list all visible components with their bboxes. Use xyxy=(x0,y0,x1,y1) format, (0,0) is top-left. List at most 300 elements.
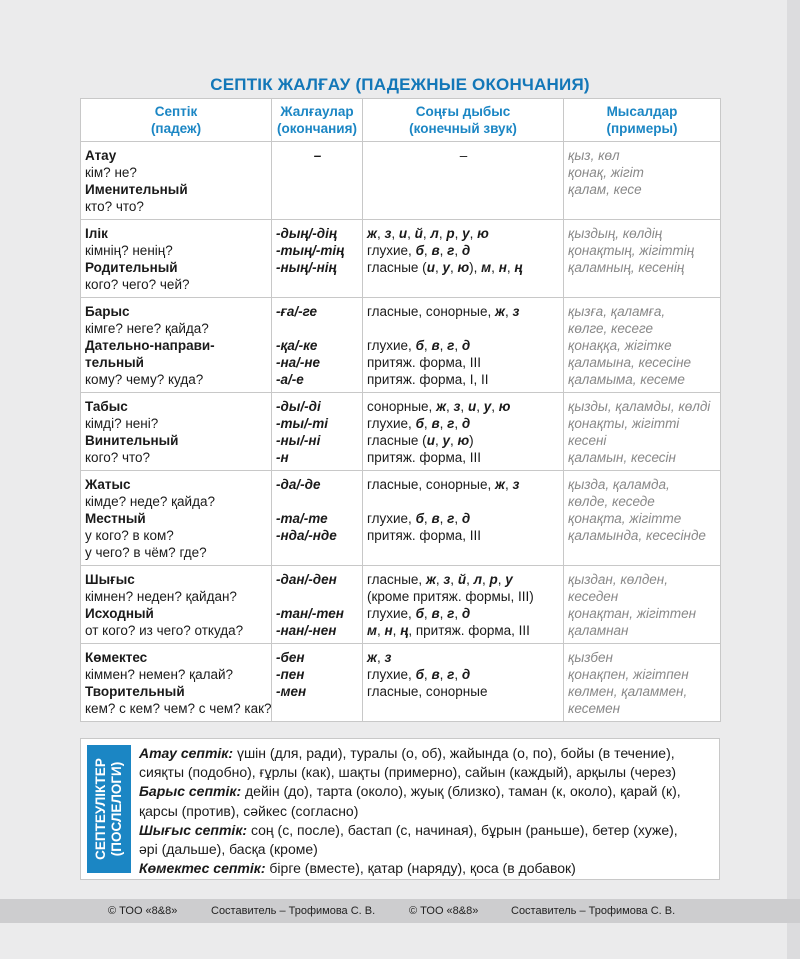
case-question: кімнің? ненің? xyxy=(85,243,173,258)
case-name-cell xyxy=(81,644,272,722)
final-sound-text: , xyxy=(454,226,463,241)
letter-emphasis: ң xyxy=(400,623,409,638)
case-name: тельный xyxy=(85,355,144,370)
final-sound-text: притяж. форма, III xyxy=(367,450,482,465)
letter-emphasis: д xyxy=(461,338,471,353)
ending-text: -та/-те xyxy=(276,511,328,526)
footer-copyright: © ТОО «8&8» xyxy=(409,905,479,917)
case-name: Винительный xyxy=(85,433,179,448)
postposition-case-heading: Көмектес септік: xyxy=(139,860,266,877)
examples-cell xyxy=(564,298,721,393)
final-sound-line xyxy=(367,622,560,639)
endings-cell xyxy=(272,471,363,566)
table-row xyxy=(81,566,721,644)
letter-emphasis: в xyxy=(431,243,440,258)
final-sound-text: , xyxy=(376,650,385,665)
letter-emphasis: м xyxy=(367,623,377,638)
final-sound-text: , xyxy=(504,304,513,319)
final-sound-text: , xyxy=(497,572,506,587)
case-name-cell xyxy=(81,471,272,566)
examples-cell xyxy=(564,142,721,220)
letter-emphasis: в xyxy=(431,511,440,526)
case-question: кіммен? немен? қалай? xyxy=(85,667,234,682)
letter-emphasis: д xyxy=(461,511,471,526)
example-text: көлге, кесеге xyxy=(568,321,654,336)
letter-emphasis: р xyxy=(446,226,455,241)
letter-emphasis: м xyxy=(481,260,492,275)
ending-text: -да/-де xyxy=(276,477,321,492)
case-question: кімді? нені? xyxy=(85,416,159,431)
final-sound-text: , xyxy=(454,511,462,526)
endings-cell xyxy=(272,220,363,298)
final-sound-text: глухие, xyxy=(367,338,416,353)
case-name: Көмектес xyxy=(85,650,148,665)
examples-cell xyxy=(564,471,721,566)
letter-emphasis: й xyxy=(414,226,423,241)
ending-text: -ны/-ні xyxy=(276,433,321,448)
table-row xyxy=(81,393,721,471)
final-sound-text: , xyxy=(450,572,458,587)
final-sound-line xyxy=(367,605,560,622)
postpositions-label-kk: СЕПТЕУЛІКТЕР xyxy=(93,758,108,860)
ending-text: -ды/-ді xyxy=(276,399,321,414)
final-sound-text: ) xyxy=(469,433,474,448)
final-sound-text: , xyxy=(454,243,462,258)
letter-emphasis: г xyxy=(447,243,455,258)
final-sound-text: , xyxy=(454,416,462,431)
example-text: қаламын, кесесін xyxy=(568,450,676,465)
letter-emphasis: в xyxy=(431,606,440,621)
letter-emphasis: б xyxy=(415,667,424,682)
footer-author: Составитель – Трофимова С. В. xyxy=(211,905,376,917)
final-sound-text: гласные ( xyxy=(367,260,427,275)
case-question: кто? что? xyxy=(85,199,144,214)
letter-emphasis: г xyxy=(447,338,455,353)
letter-emphasis: ж xyxy=(494,477,505,492)
final-sound-text: , xyxy=(423,511,432,526)
case-name: Жатыс xyxy=(85,477,131,492)
case-name: Шығыс xyxy=(85,572,135,587)
final-sound-text: , xyxy=(446,399,454,414)
postposition-text: әрі (дальше), басқа (кроме) xyxy=(139,841,318,858)
case-question: кого? чего? чей? xyxy=(85,277,190,292)
final-sound-line xyxy=(367,683,560,700)
table-header-row xyxy=(81,99,721,142)
postposition-case-heading: Атау септік: xyxy=(139,745,234,761)
letter-emphasis: з xyxy=(384,650,392,665)
final-sound-text: , xyxy=(504,477,513,492)
letter-emphasis: д xyxy=(461,667,471,682)
example-text: қыздың, көлдің xyxy=(568,226,663,241)
footer-copyright: © ТОО «8&8» xyxy=(108,905,178,917)
final-sound-text: , xyxy=(439,606,448,621)
header-case-kk: Септік xyxy=(154,104,198,119)
letter-emphasis: л xyxy=(430,226,439,241)
endings-cell xyxy=(272,566,363,644)
postposition-text: қарсы (против), сәйкес (согласно) xyxy=(139,802,359,819)
footer-author: Составитель – Трофимова С. В. xyxy=(511,905,676,917)
page-title: СЕПТІК ЖАЛҒАУ (ПАДЕЖНЫЕ ОКОНЧАНИЯ) xyxy=(210,75,590,94)
final-sound-line xyxy=(367,259,560,276)
letter-emphasis: з xyxy=(453,399,461,414)
letter-emphasis: з xyxy=(512,477,520,492)
postposition-text: соң (с, после), бастап (с, начиная), бұрын (раньше), бетер (хуже), xyxy=(247,821,678,838)
final-sound-text: , xyxy=(423,606,432,621)
letter-emphasis: з xyxy=(512,304,520,319)
final-sound-text: , xyxy=(439,511,448,526)
final-sound-line xyxy=(367,371,560,388)
endings-cell xyxy=(272,142,363,220)
postposition-case-heading: Шығыс септік: xyxy=(139,821,248,838)
header-final-sound-ru: (конечный звук) xyxy=(409,121,517,136)
case-name: Ілік xyxy=(85,226,108,241)
letter-emphasis: и xyxy=(398,226,408,241)
case-endings-table xyxy=(80,98,721,722)
postposition-line xyxy=(139,744,717,763)
postposition-line xyxy=(139,763,717,782)
table-row xyxy=(81,220,721,298)
final-sound-text: притяж. форма, I, II xyxy=(367,372,489,387)
header-endings-kk: Жалғаулар xyxy=(280,104,354,119)
final-sound-text: сонорные, xyxy=(367,399,437,414)
ending-text: -ға/-ге xyxy=(276,304,317,319)
final-sound-text: , xyxy=(439,667,448,682)
endings-cell xyxy=(272,644,363,722)
letter-emphasis: ю xyxy=(457,433,470,448)
final-sound-text: , xyxy=(506,260,515,275)
ending-text: -нда/-нде xyxy=(276,528,337,543)
final-sound-cell xyxy=(363,220,564,298)
postpositions-panel xyxy=(80,738,720,880)
letter-emphasis: й xyxy=(457,572,467,587)
letter-emphasis: и xyxy=(426,260,435,275)
postposition-line xyxy=(139,840,717,859)
example-text: қызда, қаламда, xyxy=(568,477,670,492)
header-examples-ru: (примеры) xyxy=(606,121,678,136)
example-text: қонақта, жігітте xyxy=(568,511,682,526)
final-sound-text: , xyxy=(469,226,478,241)
ending-text: -дың/-дің xyxy=(276,226,338,241)
final-sound-text: гласные, xyxy=(367,572,426,587)
final-sound-text: , xyxy=(449,433,458,448)
final-sound-text: , xyxy=(481,572,490,587)
final-sound-line xyxy=(367,476,560,493)
final-sound-line xyxy=(367,571,560,588)
postpositions-text xyxy=(139,744,717,878)
letter-emphasis: ж xyxy=(367,226,377,241)
final-sound-text: , xyxy=(439,416,448,431)
letter-emphasis: б xyxy=(415,243,424,258)
final-sound-text: глухие, xyxy=(367,416,416,431)
postposition-line xyxy=(139,802,717,821)
final-sound-text: , xyxy=(423,667,432,682)
case-question: кого? что? xyxy=(85,450,151,465)
letter-emphasis: в xyxy=(431,667,440,682)
final-sound-line xyxy=(367,588,560,605)
final-sound-text: , xyxy=(454,667,462,682)
final-sound-text: , xyxy=(391,226,399,241)
letter-emphasis: ж xyxy=(425,572,436,587)
final-sound-line xyxy=(367,527,560,544)
case-name-cell xyxy=(81,566,272,644)
final-sound-cell xyxy=(363,471,564,566)
letter-emphasis: у xyxy=(462,226,470,241)
letter-emphasis: у xyxy=(483,399,492,414)
example-text: қонақтың, жігіттің xyxy=(568,243,695,258)
final-sound-line xyxy=(367,303,560,320)
ending-text: -бен xyxy=(276,650,305,665)
final-sound-text: , xyxy=(434,433,443,448)
example-text: қаламның, кесенің xyxy=(568,260,685,275)
example-text: қызбен xyxy=(568,650,613,665)
postposition-text: бірге (вместе), қатар (наряду), қоса (в добавок) xyxy=(265,860,576,877)
example-text: қонаққа, жігітке xyxy=(568,338,672,353)
example-text: қыздан, көлден, xyxy=(568,572,668,587)
case-name: Родительный xyxy=(85,260,178,275)
footer-bar xyxy=(0,899,800,923)
final-sound-cell xyxy=(363,142,564,220)
final-sound-cell xyxy=(363,566,564,644)
letter-emphasis: ж xyxy=(436,399,447,414)
postposition-line xyxy=(139,821,717,840)
header-examples-kk: Мысалдар xyxy=(606,104,678,119)
example-text: қыз, көл xyxy=(568,148,620,163)
example-text: қонақтан, жігіттен xyxy=(568,606,697,621)
ending-text: -мен xyxy=(276,684,307,699)
final-sound-line xyxy=(367,666,560,683)
ending-text xyxy=(276,320,359,337)
final-sound-line xyxy=(367,398,560,415)
final-sound-text: гласные ( xyxy=(367,433,427,448)
ending-text: -қа/-ке xyxy=(276,338,318,353)
final-sound-text: , притяж. форма, III xyxy=(408,623,530,638)
letter-emphasis: б xyxy=(415,338,424,353)
example-text: кесені xyxy=(568,433,607,448)
endings-cell xyxy=(272,393,363,471)
letter-emphasis: у xyxy=(505,572,513,587)
postposition-line xyxy=(139,859,717,878)
ending-text: -тан/-тен xyxy=(276,606,344,621)
final-sound-line xyxy=(367,320,560,337)
postpositions-label-text xyxy=(93,745,125,873)
final-sound-text: , xyxy=(435,572,444,587)
case-name: Атау xyxy=(85,148,117,163)
final-sound-text: , xyxy=(439,243,448,258)
final-sound-text: , xyxy=(407,226,415,241)
letter-emphasis: р xyxy=(489,572,498,587)
example-text: қаламына, кесесіне xyxy=(568,355,692,370)
final-sound-text: , xyxy=(423,416,432,431)
final-sound-text: , xyxy=(454,606,462,621)
final-sound-text: , xyxy=(476,399,484,414)
final-sound-text: глухие, xyxy=(367,243,416,258)
ending-text: -пен xyxy=(276,667,305,682)
case-question: кім? не? xyxy=(85,165,137,180)
final-sound-text: , xyxy=(439,338,448,353)
examples-cell xyxy=(564,644,721,722)
final-sound-line xyxy=(367,354,560,371)
final-sound-text: , xyxy=(422,226,431,241)
final-sound-text: , xyxy=(423,243,432,258)
postpositions-label-ru: (ПОСЛЕЛОГИ) xyxy=(109,761,124,857)
letter-emphasis: ж xyxy=(367,650,377,665)
letter-emphasis: ю xyxy=(477,226,489,241)
case-name: Исходный xyxy=(85,606,154,621)
example-text: кесемен xyxy=(568,701,621,716)
examples-cell xyxy=(564,566,721,644)
table-row xyxy=(81,298,721,393)
final-sound-line xyxy=(367,493,560,510)
example-text: қалам, кесе xyxy=(568,182,642,197)
ending-text xyxy=(276,493,359,510)
examples-cell xyxy=(564,393,721,471)
final-sound-line xyxy=(367,649,560,666)
example-text: қаламнан xyxy=(568,623,629,638)
ending-text: -на/-не xyxy=(276,355,321,370)
final-sound-text: , xyxy=(491,399,499,414)
case-name: Творительный xyxy=(85,684,185,699)
example-text: қаламында, кесесінде xyxy=(568,528,706,543)
letter-emphasis: у xyxy=(442,433,450,448)
case-name-cell xyxy=(81,220,272,298)
final-sound-text: , xyxy=(377,623,385,638)
final-sound-line xyxy=(367,242,560,259)
example-text: қызды, қаламды, көлді xyxy=(568,399,711,414)
letter-emphasis: ю xyxy=(457,260,470,275)
final-sound-text: , xyxy=(392,623,401,638)
example-text: қонақты, жігітті xyxy=(568,416,680,431)
final-sound-text: глухие, xyxy=(367,511,416,526)
final-sound-text: , xyxy=(454,338,462,353)
header-examples xyxy=(564,99,721,142)
letter-emphasis: ң xyxy=(514,260,523,275)
header-endings xyxy=(272,99,363,142)
endings-cell xyxy=(272,298,363,393)
final-sound-line xyxy=(367,415,560,432)
example-text: кеседен xyxy=(568,589,619,604)
final-sound-line xyxy=(367,337,560,354)
letter-emphasis: г xyxy=(447,416,455,431)
case-question: у чего? в чём? где? xyxy=(85,545,207,560)
final-sound-line xyxy=(367,432,560,449)
final-sound-text: , xyxy=(449,260,458,275)
case-name: Именительный xyxy=(85,182,188,197)
ending-text: -н xyxy=(276,450,289,465)
ending-text: -ның/-нің xyxy=(276,260,337,275)
case-question: кімде? неде? қайда? xyxy=(85,494,215,509)
final-sound-text: гласные, сонорные xyxy=(367,684,488,699)
final-sound-text: , xyxy=(466,572,474,587)
case-name-cell xyxy=(81,142,272,220)
case-name: Табыс xyxy=(85,399,128,414)
final-sound-text: , xyxy=(434,260,443,275)
final-sound-text: притяж. форма, III xyxy=(367,528,482,543)
letter-emphasis: в xyxy=(431,338,440,353)
example-text: қонақпен, жігітпен xyxy=(568,667,689,682)
header-final-sound xyxy=(363,99,564,142)
postposition-text: дейін (до), тарта (около), жуық (близко), таман (к, около), қарай (к), xyxy=(241,783,681,800)
letter-emphasis: д xyxy=(461,416,471,431)
letter-emphasis: ю xyxy=(498,399,511,414)
letter-emphasis: б xyxy=(415,511,424,526)
letter-emphasis: н xyxy=(498,260,507,275)
example-text: көлде, кеседе xyxy=(568,494,655,509)
table-row xyxy=(81,644,721,722)
ending-text: -тың/-тің xyxy=(276,243,345,258)
example-text: қаламыма, кесеме xyxy=(568,372,685,387)
final-sound-text: , xyxy=(376,226,385,241)
final-sound-text: гласные, сонорные, xyxy=(367,304,495,319)
final-sound-text: ), xyxy=(469,260,482,275)
postposition-text: сияқты (подобно), ғұрлы (как), шақты (примерно), сайын (каждый), арқылы (через) xyxy=(139,764,677,781)
example-text: көлмен, қаламмен, xyxy=(568,684,688,699)
postposition-text: үшін (для, ради), туралы (о, об), жайында (о, по), бойы (в течение), xyxy=(233,745,675,761)
ending-text: -ты/-ті xyxy=(276,416,329,431)
final-sound-text: гласные, сонорные, xyxy=(367,477,495,492)
table-body xyxy=(81,142,721,722)
header-case xyxy=(81,99,272,142)
case-name-cell xyxy=(81,393,272,471)
final-sound-text: (кроме притяж. формы, III) xyxy=(367,589,534,604)
final-sound-line xyxy=(367,225,560,242)
final-sound-text: притяж. форма, III xyxy=(367,355,482,370)
letter-emphasis: г xyxy=(447,606,455,621)
case-question: кому? чему? куда? xyxy=(85,372,204,387)
letter-emphasis: з xyxy=(443,572,451,587)
final-sound-text: – xyxy=(459,148,468,163)
ending-text xyxy=(276,588,359,605)
ending-text: -а/-е xyxy=(276,372,304,387)
letter-emphasis: н xyxy=(384,623,393,638)
final-sound-text: , xyxy=(460,399,468,414)
example-text: қызға, қаламға, xyxy=(568,304,666,319)
letter-emphasis: г xyxy=(447,511,455,526)
letter-emphasis: б xyxy=(415,416,424,431)
letter-emphasis: б xyxy=(415,606,424,621)
final-sound-text: , xyxy=(491,260,499,275)
examples-cell xyxy=(564,220,721,298)
letter-emphasis: и xyxy=(426,433,435,448)
final-sound-cell xyxy=(363,644,564,722)
letter-emphasis: ж xyxy=(494,304,505,319)
ending-text: -нан/-нен xyxy=(276,623,337,638)
example-text: қонақ, жігіт xyxy=(568,165,644,180)
header-case-ru: (падеж) xyxy=(150,121,202,136)
case-name-cell xyxy=(81,298,272,393)
ending-text: – xyxy=(313,148,322,163)
case-question: от кого? из чего? откуда? xyxy=(85,623,244,638)
letter-emphasis: з xyxy=(384,226,392,241)
postposition-case-heading: Барыс септік: xyxy=(139,783,242,800)
case-question: у кого? в ком? xyxy=(85,528,174,543)
case-question: кем? с кем? чем? с чем? как? xyxy=(85,701,272,716)
table-row xyxy=(81,142,721,220)
final-sound-cell xyxy=(363,298,564,393)
ending-text: -дан/-ден xyxy=(276,572,337,587)
letter-emphasis: л xyxy=(473,572,482,587)
letter-emphasis: д xyxy=(461,606,471,621)
letter-emphasis: в xyxy=(431,416,440,431)
final-sound-cell xyxy=(363,393,564,471)
final-sound-text: , xyxy=(423,338,432,353)
letter-emphasis: г xyxy=(447,667,455,682)
page-edge-stripe xyxy=(787,0,800,959)
postpositions-side-label xyxy=(87,745,131,873)
case-question: кімге? неге? қайда? xyxy=(85,321,209,336)
case-name: Местный xyxy=(85,511,146,526)
final-sound-line xyxy=(367,449,560,466)
case-name: Дательно-направи- xyxy=(85,338,215,353)
